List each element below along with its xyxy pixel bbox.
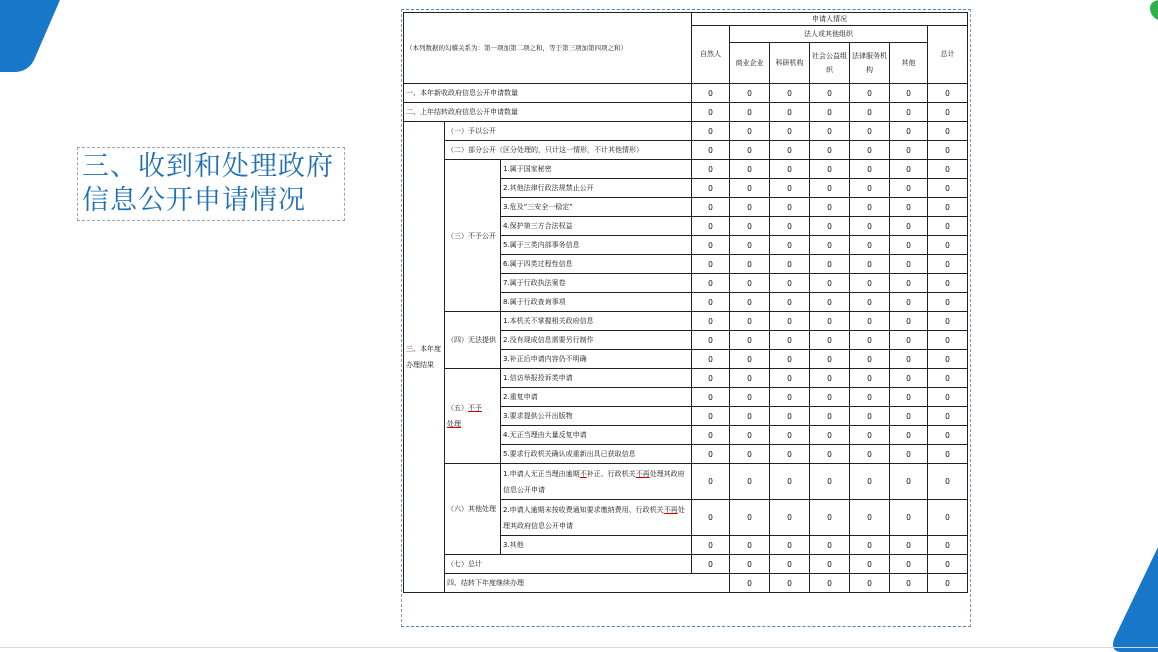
cell-value: 0: [810, 369, 850, 388]
cell-value: 0: [692, 312, 730, 331]
group-label: （六）其他处理: [445, 464, 501, 555]
header-legal-service: 法律服务机构: [850, 43, 890, 84]
cell-value: 0: [730, 84, 770, 103]
cell-value: 0: [770, 179, 810, 198]
cell-value: 0: [770, 555, 810, 574]
cell-value: 0: [890, 274, 928, 293]
row-label-part: 2.申请人逾期未按收费通知要求缴纳费用、行政机关: [503, 505, 664, 514]
cell-value: 0: [730, 331, 770, 350]
cell-value: 0: [890, 369, 928, 388]
cell-value: 0: [730, 555, 770, 574]
row-label: 2.其他法律行政法规禁止公开: [501, 179, 692, 198]
cell-value: 0: [850, 536, 890, 555]
cell-value: 0: [810, 445, 850, 464]
cell-value: 0: [810, 122, 850, 141]
cell-value: 0: [890, 179, 928, 198]
cell-value: 0: [890, 445, 928, 464]
corner-decoration-bottom-right: [1110, 547, 1158, 652]
cell-value: 0: [730, 369, 770, 388]
cell-value: 0: [692, 407, 730, 426]
cell-value: 0: [850, 331, 890, 350]
cell-value: 0: [928, 198, 968, 217]
cell-value: 0: [810, 536, 850, 555]
cell-value: 0: [928, 574, 968, 593]
cell-value: 0: [850, 122, 890, 141]
cell-value: 0: [730, 445, 770, 464]
cell-value: 0: [770, 160, 810, 179]
cell-value: 0: [928, 426, 968, 445]
cell-value: 0: [730, 407, 770, 426]
cell-value: 0: [810, 350, 850, 369]
cell-value: 0: [810, 312, 850, 331]
cell-value: 0: [850, 369, 890, 388]
corner-decoration-top-right: [1146, 0, 1158, 20]
cell-value: 0: [770, 198, 810, 217]
cell-value: 0: [770, 293, 810, 312]
cell-value: 0: [730, 198, 770, 217]
header-legal: 法人或其他组织: [730, 26, 928, 43]
group-label-part: 处理: [447, 420, 461, 428]
cell-value: 0: [770, 500, 810, 536]
cell-value: 0: [692, 236, 730, 255]
table-row: [404, 103, 968, 122]
row-label-part: 处理其政府信息公开申请: [503, 505, 685, 530]
cell-value: 0: [890, 217, 928, 236]
cell-value: 0: [730, 500, 770, 536]
row-label: 3.危及“三安全一稳定”: [501, 198, 692, 217]
bottom-divider: [0, 647, 1158, 648]
header-natural: 自然人: [692, 26, 730, 84]
table-row: [404, 464, 968, 500]
cell-value: 0: [850, 445, 890, 464]
cell-value: 0: [770, 84, 810, 103]
cell-value: 0: [730, 312, 770, 331]
cell-value: 0: [770, 331, 810, 350]
cell-value: 0: [692, 122, 730, 141]
cell-value: 0: [890, 160, 928, 179]
cell-value: 0: [850, 293, 890, 312]
cell-value: 0: [770, 122, 810, 141]
cell-value: 0: [810, 274, 850, 293]
header-research: 科研机构: [770, 43, 810, 84]
cell-value: 0: [770, 312, 810, 331]
row-label: 1.信访举报投诉类申请: [501, 369, 692, 388]
cell-value: 0: [730, 122, 770, 141]
cell-value: 0: [890, 536, 928, 555]
cell-value: 0: [810, 217, 850, 236]
group-label: [445, 369, 501, 464]
row-label: 4.保护第三方合法权益: [501, 217, 692, 236]
cell-value: 0: [850, 160, 890, 179]
row-label: 四、结转下年度继续办理: [445, 574, 730, 593]
cell-value: 0: [890, 350, 928, 369]
cell-value: 0: [890, 426, 928, 445]
cell-value: 0: [890, 236, 928, 255]
cell-value: 0: [928, 388, 968, 407]
cell-value: 0: [692, 217, 730, 236]
cell-value: 0: [692, 255, 730, 274]
cell-value: 0: [890, 103, 928, 122]
cell-value: 0: [730, 217, 770, 236]
cell-value: 0: [810, 84, 850, 103]
cell-value: 0: [692, 426, 730, 445]
cell-value: 0: [692, 500, 730, 536]
row-label-part: 不再: [635, 469, 650, 478]
cell-value: 0: [692, 369, 730, 388]
cell-value: 0: [928, 274, 968, 293]
cell-value: 0: [770, 536, 810, 555]
cell-value: 0: [810, 464, 850, 500]
row-label: 2.重复申请: [501, 388, 692, 407]
cell-value: 0: [890, 464, 928, 500]
cell-value: 0: [692, 331, 730, 350]
row-label: 6.属于四类过程性信息: [501, 255, 692, 274]
row-label-part: 不再: [663, 505, 678, 514]
cell-value: 0: [692, 445, 730, 464]
cell-value: 0: [850, 141, 890, 160]
cell-value: 0: [890, 255, 928, 274]
cell-value: 0: [770, 236, 810, 255]
cell-value: 0: [890, 312, 928, 331]
cell-value: 0: [730, 160, 770, 179]
cell-value: 0: [770, 464, 810, 500]
cell-value: 0: [730, 255, 770, 274]
cell-value: 0: [850, 103, 890, 122]
header-other: 其他: [890, 43, 928, 84]
cell-value: 0: [730, 274, 770, 293]
cell-value: 0: [770, 350, 810, 369]
cell-value: 0: [810, 331, 850, 350]
table-row: [404, 84, 968, 103]
cell-value: 0: [730, 536, 770, 555]
header-note: （本列数据的勾稽关系为：第一项加第二项之和，等于第三项加第四项之和）: [404, 13, 692, 84]
table-row: [404, 312, 968, 331]
cell-value: 0: [692, 103, 730, 122]
row-label: 1.属于国家秘密: [501, 160, 692, 179]
header-row: [404, 13, 968, 26]
cell-value: 0: [692, 536, 730, 555]
cell-value: 0: [890, 500, 928, 536]
cell-value: 0: [692, 274, 730, 293]
cell-value: 0: [770, 388, 810, 407]
cell-value: 0: [730, 426, 770, 445]
cell-value: 0: [928, 369, 968, 388]
cell-value: 0: [890, 122, 928, 141]
row-label: 3.要求提供公开出版物: [501, 407, 692, 426]
cell-value: 0: [692, 179, 730, 198]
cell-value: 0: [692, 350, 730, 369]
row-label-part: 不: [579, 469, 587, 478]
cell-value: 0: [850, 388, 890, 407]
cell-value: 0: [928, 293, 968, 312]
report-table: [403, 12, 968, 593]
group-label-part: （五）: [447, 404, 468, 412]
row-label: （一）予以公开: [445, 122, 692, 141]
cell-value: 0: [928, 350, 968, 369]
row-label-part: 处理其政府信息公开申请: [503, 469, 685, 494]
cell-value: 0: [850, 274, 890, 293]
table-row: [404, 369, 968, 388]
cell-value: 0: [850, 312, 890, 331]
cell-value: 0: [692, 141, 730, 160]
row-label: 3.补正后申请内容仍不明确: [501, 350, 692, 369]
cell-value: 0: [692, 84, 730, 103]
cell-value: 0: [810, 179, 850, 198]
cell-value: 0: [850, 500, 890, 536]
row-label: （二）部分公开（区分处理的，只计这一情形，不计其他情形）: [445, 141, 692, 160]
row-label: 1.本机关不掌握相关政府信息: [501, 312, 692, 331]
cell-value: 0: [928, 407, 968, 426]
row-label: [501, 464, 692, 500]
cell-value: 0: [928, 179, 968, 198]
cell-value: 0: [890, 388, 928, 407]
cell-value: 0: [890, 574, 928, 593]
slide-title: 三、收到和处理政府信息公开申请情况: [82, 151, 334, 216]
cell-value: 0: [692, 388, 730, 407]
cell-value: 0: [810, 407, 850, 426]
cell-value: 0: [730, 236, 770, 255]
cell-value: 0: [810, 388, 850, 407]
row-label: 二、上年结转政府信息公开申请数量: [404, 103, 692, 122]
row-label: [501, 500, 692, 536]
header-social: 社会公益组织: [810, 43, 850, 84]
cell-value: 0: [770, 141, 810, 160]
cell-value: 0: [928, 536, 968, 555]
row-label: 一、本年新收政府信息公开申请数量: [404, 84, 692, 103]
cell-value: 0: [730, 464, 770, 500]
cell-value: 0: [928, 236, 968, 255]
cell-value: 0: [810, 555, 850, 574]
cell-value: 0: [810, 103, 850, 122]
cell-value: 0: [810, 160, 850, 179]
cell-value: 0: [810, 500, 850, 536]
cell-value: 0: [928, 255, 968, 274]
cell-value: 0: [928, 122, 968, 141]
cell-value: 0: [770, 426, 810, 445]
cell-value: 0: [810, 574, 850, 593]
cell-value: 0: [730, 293, 770, 312]
corner-decoration-top-left: [0, 0, 60, 72]
cell-value: 0: [810, 255, 850, 274]
cell-value: 0: [850, 179, 890, 198]
row-label: 3.其他: [501, 536, 692, 555]
cell-value: 0: [850, 574, 890, 593]
cell-value: 0: [770, 103, 810, 122]
header-commercial: 商业企业: [730, 43, 770, 84]
table-row: [404, 555, 968, 574]
cell-value: 0: [928, 141, 968, 160]
table-row: [404, 122, 968, 141]
header-total: 总计: [928, 26, 968, 84]
cell-value: 0: [730, 141, 770, 160]
cell-value: 0: [850, 217, 890, 236]
cell-value: 0: [850, 464, 890, 500]
cell-value: 0: [730, 350, 770, 369]
cell-value: 0: [770, 369, 810, 388]
cell-value: 0: [770, 217, 810, 236]
cell-value: 0: [770, 574, 810, 593]
slide-title-box[interactable]: [77, 147, 345, 221]
cell-value: 0: [928, 555, 968, 574]
cell-value: 0: [730, 103, 770, 122]
cell-value: 0: [810, 198, 850, 217]
table-row: [404, 160, 968, 179]
cell-value: 0: [928, 160, 968, 179]
cell-value: 0: [810, 141, 850, 160]
cell-value: 0: [890, 293, 928, 312]
cell-value: 0: [890, 331, 928, 350]
row-label: 2.没有现成信息需要另行制作: [501, 331, 692, 350]
group-label: （三）不予公开: [445, 160, 501, 312]
cell-value: 0: [890, 407, 928, 426]
table-row: [404, 141, 968, 160]
cell-value: 0: [890, 555, 928, 574]
cell-value: 0: [692, 464, 730, 500]
cell-value: 0: [730, 179, 770, 198]
cell-value: 0: [928, 331, 968, 350]
cell-value: 0: [890, 84, 928, 103]
cell-value: 0: [692, 198, 730, 217]
group-label-part: 不予: [468, 404, 482, 412]
cell-value: 0: [850, 350, 890, 369]
cell-value: 0: [850, 84, 890, 103]
cell-value: 0: [810, 426, 850, 445]
row-label: 8.属于行政查询事项: [501, 293, 692, 312]
cell-value: 0: [890, 141, 928, 160]
cell-value: 0: [692, 293, 730, 312]
cell-value: 0: [850, 426, 890, 445]
cell-value: 0: [770, 407, 810, 426]
cell-value: 0: [850, 236, 890, 255]
row-label: 5.要求行政机关确认或重新出具已获取信息: [501, 445, 692, 464]
header-applicant: 申请人情况: [692, 13, 968, 26]
cell-value: 0: [770, 445, 810, 464]
row-label: （七）总计: [445, 555, 692, 574]
cell-value: 0: [730, 388, 770, 407]
cell-value: 0: [928, 84, 968, 103]
cell-value: 0: [928, 500, 968, 536]
cell-value: 0: [850, 555, 890, 574]
cell-value: 0: [928, 464, 968, 500]
cell-value: 0: [692, 160, 730, 179]
cell-value: 0: [810, 236, 850, 255]
table-row: [404, 574, 968, 593]
cell-value: 0: [850, 255, 890, 274]
cell-value: 0: [850, 198, 890, 217]
cell-value: 0: [770, 255, 810, 274]
cell-value: 0: [850, 407, 890, 426]
cell-value: 0: [928, 312, 968, 331]
group-label: （四）无法提供: [445, 312, 501, 369]
cell-value: 0: [770, 274, 810, 293]
cell-value: 0: [890, 198, 928, 217]
row-label-part: 1.申请人无正当理由逾期: [503, 469, 580, 478]
cell-value: 0: [810, 293, 850, 312]
cell-value: 0: [928, 103, 968, 122]
cell-value: 0: [730, 574, 770, 593]
row-label: 5.属于三类内部事务信息: [501, 236, 692, 255]
cell-value: 0: [928, 445, 968, 464]
row-label-part: 补正、行政机关: [586, 469, 636, 478]
cell-value: 0: [928, 217, 968, 236]
row-label: 7.属于行政执法案卷: [501, 274, 692, 293]
cell-value: 0: [692, 555, 730, 574]
row-label: 4.无正当理由大量反复申请: [501, 426, 692, 445]
section-three-label: 三、本年度办理结果: [404, 122, 445, 593]
